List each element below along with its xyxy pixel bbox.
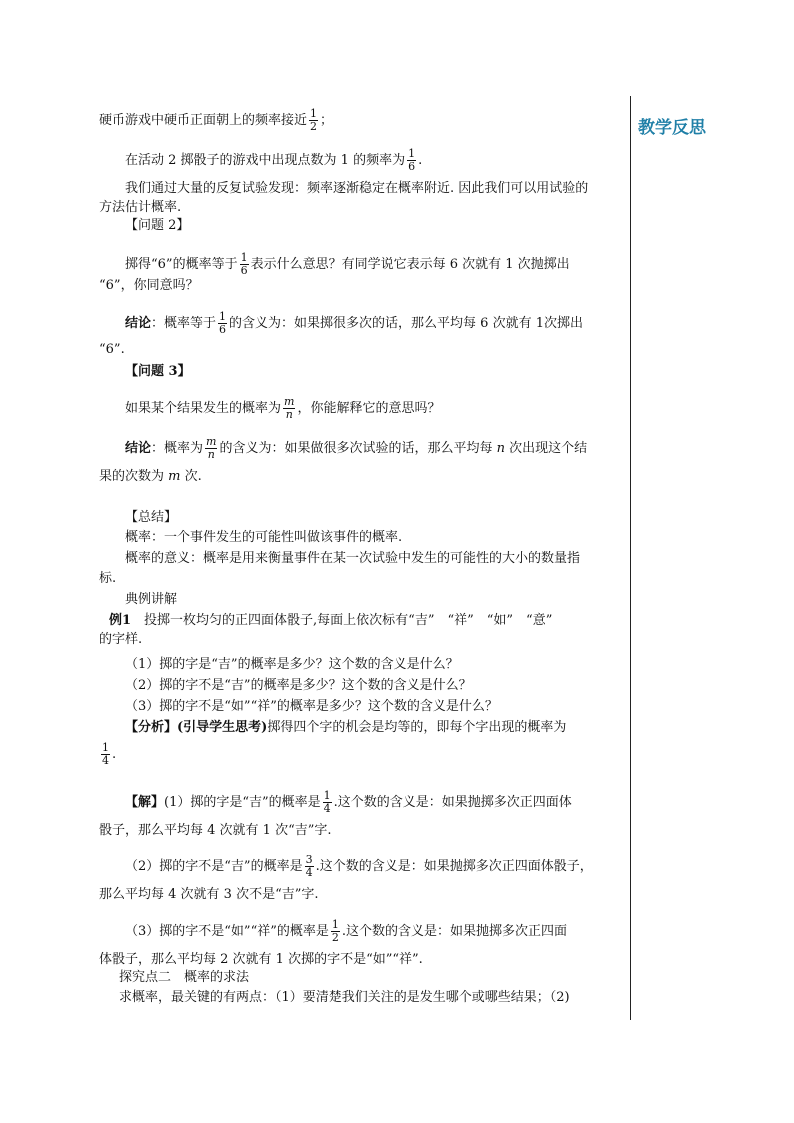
fraction-numerator: 1 <box>310 107 318 120</box>
fraction-numerator: 1 <box>323 789 331 802</box>
text-run: . <box>418 153 423 168</box>
fraction-denominator: 6 <box>408 160 416 173</box>
text-run: 【问题 2】 <box>125 218 190 233</box>
fraction <box>323 790 332 815</box>
text-line <box>99 342 125 358</box>
fraction <box>101 742 110 767</box>
text-run: 在活动 2 掷骰子的游戏中出现点数为 1 的频率为 <box>125 153 406 168</box>
text-line <box>125 551 580 567</box>
text-run: 次出现这个结 <box>504 441 588 456</box>
text-line <box>125 252 570 277</box>
text-line <box>99 632 142 648</box>
fraction <box>407 148 416 173</box>
text-line <box>99 469 202 485</box>
text-line <box>125 181 588 197</box>
fraction-denominator: 4 <box>102 754 109 767</box>
text-line <box>125 657 459 673</box>
bold-text: 结论 <box>125 441 152 456</box>
text-line <box>125 530 402 546</box>
margin-divider-line <box>630 96 631 1020</box>
bold-text: 例1 <box>109 613 132 628</box>
fraction-numerator: 3 <box>305 853 313 866</box>
text-line <box>125 720 566 736</box>
text-line <box>125 678 472 694</box>
text-line <box>99 200 181 216</box>
text-run: 方法估计概率. <box>99 200 182 215</box>
text-run: . <box>112 747 117 762</box>
fraction <box>240 252 249 277</box>
text-run: （3）掷的字不是“如”“祥”的概率是多少？这个数的含义是什么？ <box>125 699 498 714</box>
text-line <box>99 742 116 767</box>
text-run: 体骰子，那么平均每 2 次就有 1 次掷的字不是“如”“祥”. <box>99 952 423 967</box>
reflection-column-title: 教学反思 <box>638 118 706 138</box>
text-run: 我们通过大量的反复试验发现：频率逐渐稳定在概率附近. 因此我们可以用试验的 <box>125 181 589 196</box>
fraction-denominator: 6 <box>219 323 227 336</box>
text-run: ：概率等于 <box>151 316 217 331</box>
text-run: .这个数的含义是：如果抛掷多次正四面体骰子， <box>315 859 593 874</box>
bold-text: 结论 <box>125 316 152 331</box>
text-run: 投掷一枚均匀的正四面体骰子,每面上依次标有“吉” “祥” “如” “意” <box>131 613 553 628</box>
text-run: 那么平均每 4 次就有 3 次不是“吉”字. <box>99 887 319 902</box>
text-line <box>99 278 199 294</box>
text-run: .这个数的含义是：如果抛掷多次正四面 <box>341 924 567 939</box>
text-line <box>125 364 191 380</box>
text-line <box>119 990 570 1006</box>
text-line <box>125 218 189 234</box>
fraction-denominator: 2 <box>331 931 339 944</box>
text-run: 的字样. <box>99 632 143 647</box>
fraction <box>218 311 227 336</box>
text-line <box>125 919 567 944</box>
text-run: （3）掷的字不是“如”“祥”的概率是 <box>125 924 329 939</box>
text-line <box>99 108 333 133</box>
text-run: 求概率，最关键的有两点：（1）要清楚我们关注的是发生哪个或哪些结果；（2) <box>119 990 570 1005</box>
text-run: 概率的意义：概率是用来衡量事件在某一次试验中发生的可能性的大小的数量指 <box>125 551 581 566</box>
fraction-denominator: 4 <box>323 802 331 815</box>
text-run: 表示什么意思？有同学说它表示每 6 次就有 1 次抛掷出 <box>250 257 570 272</box>
fraction-denominator: n <box>285 408 293 421</box>
fraction-numerator: m <box>284 395 295 408</box>
fraction-numerator: 1 <box>219 310 227 323</box>
text-run: （1）掷的字是“吉”的概率是多少？这个数的含义是什么？ <box>125 657 459 672</box>
fraction <box>331 919 340 944</box>
fraction-denominator: 2 <box>310 120 318 133</box>
text-line <box>109 613 552 629</box>
text-run: 掷得“6”的概率等于 <box>125 257 238 272</box>
text-run: 标. <box>99 571 117 586</box>
fraction <box>309 108 318 133</box>
text-run: 概率：一个事件发生的可能性叫做该事件的概率. <box>125 530 403 545</box>
text-run: 骰子，那么平均每 4 次就有 1 次“吉”字. <box>99 823 332 838</box>
text-run: 的含义为：如果做很多次试验的话，那么平均每 <box>219 441 497 456</box>
fraction-numerator: 1 <box>240 251 248 264</box>
text-line <box>125 311 583 336</box>
text-run: （2）掷的字不是“吉”的概率是多少？这个数的含义是什么？ <box>125 678 472 693</box>
text-line <box>99 952 423 968</box>
text-run: 的含义为：如果掷很多次的话，那么平均每 6 次就有 1次掷出 <box>229 316 583 331</box>
fraction <box>205 436 217 461</box>
text-run: 【总结】 <box>125 510 178 525</box>
text-run: ：概率为 <box>151 441 204 456</box>
fraction-numerator: 1 <box>331 918 339 931</box>
text-line <box>125 436 587 461</box>
text-line <box>119 970 249 986</box>
text-run: .这个数的含义是：如果抛掷多次正四面体 <box>333 795 572 810</box>
text-run: “6”. <box>99 342 125 357</box>
text-run: ； <box>320 113 334 128</box>
fraction-denominator: 4 <box>305 866 313 879</box>
text-run: (1）掷的字是“吉”的概率是 <box>164 795 321 810</box>
text-run: 典例讲解 <box>125 592 178 607</box>
text-run: 次. <box>180 469 202 484</box>
text-line <box>99 571 116 587</box>
text-line <box>125 510 177 526</box>
fraction <box>305 854 314 879</box>
bold-text: 【解】 <box>125 795 165 810</box>
text-run: （2）掷的字不是“吉”的概率是 <box>125 859 303 874</box>
fraction-denominator: 6 <box>240 264 248 277</box>
text-run: n <box>496 441 505 456</box>
text-run: m <box>168 469 181 484</box>
bold-text: 【问题 3】 <box>125 364 191 379</box>
text-run: 掷得四个字的机会是均等的，即每个字出现的概率为 <box>267 720 567 735</box>
text-run: “6”，你同意吗？ <box>99 278 199 293</box>
text-run: 硬币游戏中硬币正面朝上的频率接近 <box>99 113 308 128</box>
text-line <box>99 887 319 903</box>
text-line <box>125 790 572 815</box>
fraction-numerator: 1 <box>408 147 416 160</box>
fraction-numerator: m <box>206 435 217 448</box>
fraction <box>283 396 295 421</box>
text-line <box>125 396 440 421</box>
text-line <box>125 148 422 173</box>
text-run: 如果某个结果发生的概率为 <box>125 401 282 416</box>
fraction-numerator: 1 <box>102 741 109 754</box>
text-run: ，你能解释它的意思吗？ <box>297 401 441 416</box>
text-line <box>125 699 498 715</box>
text-run: 探究点二 概率的求法 <box>119 970 250 985</box>
text-line <box>99 823 332 839</box>
text-line <box>125 592 177 608</box>
text-run: 果的次数为 <box>99 469 169 484</box>
fraction-denominator: n <box>207 448 215 461</box>
bold-text: 【分析】(引导学生思考) <box>125 720 268 735</box>
text-line <box>125 854 593 879</box>
